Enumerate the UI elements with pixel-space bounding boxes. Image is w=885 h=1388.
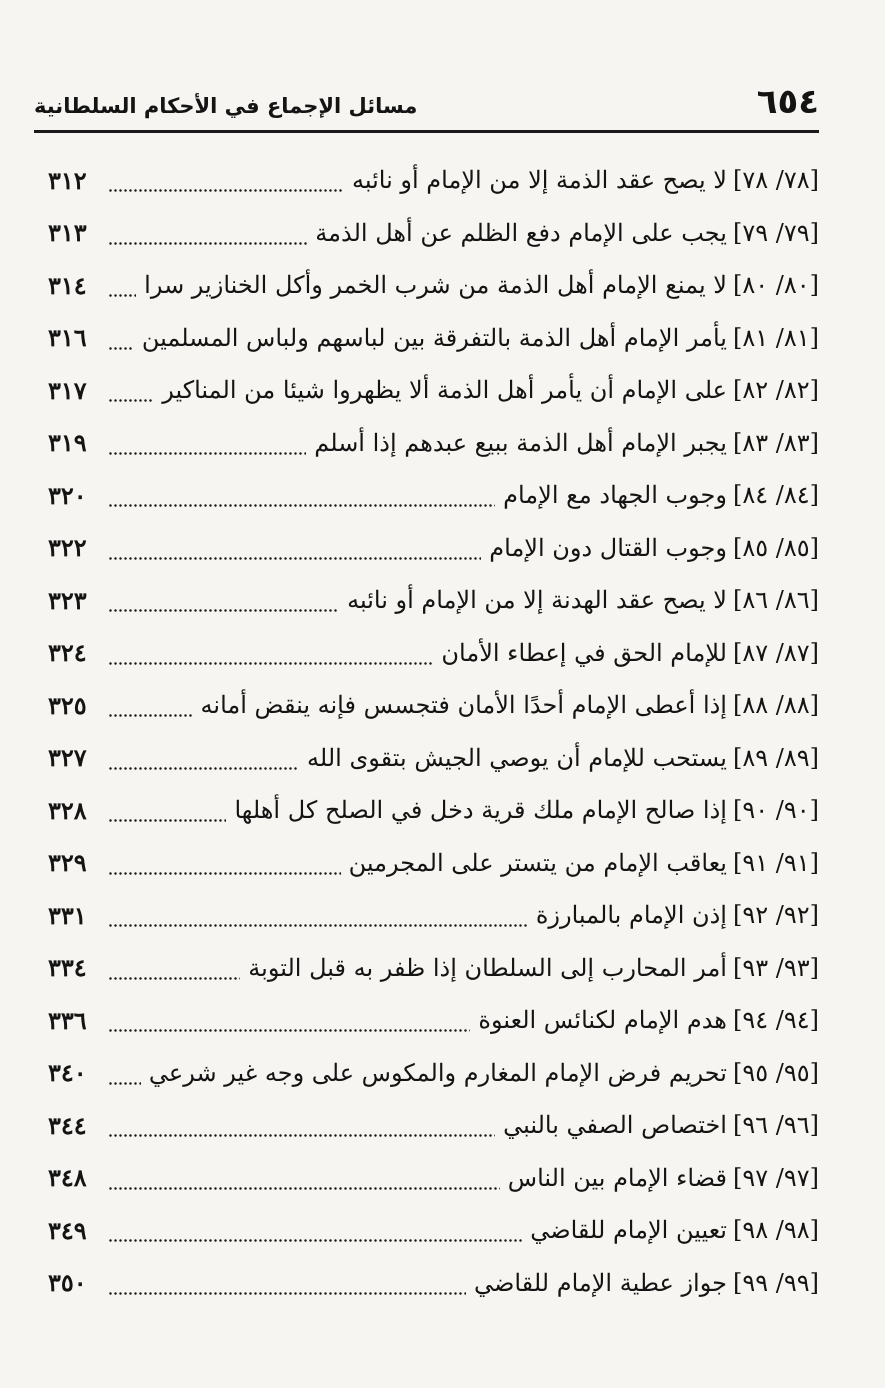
- toc-entry-number: [٩٣/ ٩٣]: [732, 953, 819, 982]
- toc-entry-title: يعاقب الإمام من يتستر على المجرمين: [348, 848, 727, 877]
- toc-entry: [48, 1099, 819, 1152]
- toc-entry-number: [٩٥/ ٩٥]: [732, 1058, 819, 1087]
- dot-leader: [108, 220, 307, 246]
- toc-entry-page: ٣٣٦: [48, 1005, 87, 1035]
- dot-leader: [108, 692, 193, 718]
- dot-leader: [108, 1270, 466, 1296]
- toc-entry-page: ٣٣١: [48, 900, 87, 930]
- toc-entry-number: [٨٢/ ٨٢]: [732, 376, 819, 405]
- toc-entry-title: أمر المحارب إلى السلطان إذا ظفر به قبل التوبة: [248, 953, 727, 982]
- toc-entry: [48, 154, 819, 207]
- toc-entry-number: [٨٩/ ٨٩]: [732, 743, 819, 772]
- toc-entry-number: [٩٩/ ٩٩]: [732, 1268, 819, 1297]
- toc-entry: [48, 627, 819, 680]
- toc-entry-title: تحريم فرض الإمام المغارم والمكوس على وجه غير شرعي: [148, 1058, 727, 1087]
- dot-leader: [108, 850, 341, 876]
- toc-entry-page: ٣٢٢: [48, 533, 87, 563]
- toc-entry-number: [٩٢/ ٩٢]: [732, 901, 819, 930]
- toc-entry-title: يستحب للإمام أن يوصي الجيش بتقوى الله: [307, 743, 727, 772]
- toc-entry-page: ٣١٤: [48, 270, 87, 300]
- table-of-contents: [48, 154, 819, 1309]
- toc-entry-number: [٧٩/ ٧٩]: [732, 218, 819, 247]
- toc-entry-page: ٣٤٨: [48, 1163, 87, 1193]
- toc-entry: [48, 469, 819, 522]
- dot-leader: [108, 1007, 470, 1033]
- toc-entry-number: [٨١/ ٨١]: [732, 323, 819, 352]
- page-header: [34, 78, 819, 133]
- toc-entry-number: [٨٧/ ٨٧]: [732, 638, 819, 667]
- toc-entry-title: وجوب القتال دون الإمام: [489, 533, 727, 562]
- dot-leader: [108, 482, 495, 508]
- dot-leader: [108, 955, 240, 981]
- toc-entry-page: ٣٢٨: [48, 795, 87, 825]
- toc-entry: [48, 1047, 819, 1100]
- toc-entry-title: لا يصح عقد الذمة إلا من الإمام أو نائبه: [352, 166, 727, 195]
- book-title: مسائل الإجماع في الأحكام السلطانية: [34, 94, 418, 118]
- toc-entry-title: يجبر الإمام أهل الذمة ببيع عبدهم إذا أسلم: [314, 428, 727, 457]
- toc-entry-number: [٩٤/ ٩٤]: [732, 1006, 819, 1035]
- toc-entry-page: ٣١٢: [48, 165, 87, 195]
- toc-entry: [48, 994, 819, 1047]
- dot-leader: [108, 535, 481, 561]
- toc-entry-page: ٣٢٣: [48, 585, 87, 615]
- toc-entry-title: وجوب الجهاد مع الإمام: [503, 481, 727, 510]
- toc-entry: [48, 732, 819, 785]
- toc-entry-page: ٣٢٥: [48, 690, 87, 720]
- toc-entry-title: لا يصح عقد الهدنة إلا من الإمام أو نائبه: [347, 586, 727, 615]
- toc-entry-page: ٣١٧: [48, 375, 87, 405]
- toc-entry: [48, 522, 819, 575]
- toc-entry-page: ٣٢٤: [48, 638, 87, 668]
- toc-entry-page: ٣٤٩: [48, 1215, 87, 1245]
- toc-entry: [48, 574, 819, 627]
- toc-entry: [48, 259, 819, 312]
- toc-entry: [48, 889, 819, 942]
- toc-entry-title: يجب على الإمام دفع الظلم عن أهل الذمة: [315, 218, 727, 247]
- toc-entry-title: إذا صالح الإمام ملك قرية دخل في الصلح كل أهلها: [234, 796, 727, 825]
- toc-entry-page: ٣١٩: [48, 428, 87, 458]
- toc-entry-number: [٨٦/ ٨٦]: [732, 586, 819, 615]
- toc-entry-title: قضاء الإمام بين الناس: [507, 1163, 727, 1192]
- toc-entry-title: إذا أعطى الإمام أحدًا الأمان فتجسس فإنه ينقض أمانه: [200, 691, 727, 720]
- toc-entry: [48, 364, 819, 417]
- toc-entry: [48, 207, 819, 260]
- toc-entry: [48, 784, 819, 837]
- toc-entry-page: ٣٤٤: [48, 1110, 87, 1140]
- dot-leader: [108, 902, 528, 928]
- toc-entry-number: [٧٨/ ٧٨]: [732, 166, 819, 195]
- toc-entry-title: يأمر الإمام أهل الذمة بالتفرقة بين لباسهم ولباس المسلمين: [141, 323, 727, 352]
- dot-leader: [108, 640, 433, 666]
- toc-entry-title: تعيين الإمام للقاضي: [530, 1216, 727, 1245]
- toc-entry-page: ٣٢٠: [48, 480, 87, 510]
- toc-entry-number: [٨٣/ ٨٣]: [732, 428, 819, 457]
- toc-entry-number: [٨٨/ ٨٨]: [732, 691, 819, 720]
- dot-leader: [108, 167, 344, 193]
- dot-leader: [108, 1217, 522, 1243]
- page-number: ٦٥٤: [756, 82, 819, 122]
- toc-entry-title: هدم الإمام لكنائس العنوة: [478, 1006, 727, 1035]
- toc-entry: [48, 942, 819, 995]
- dot-leader: [108, 797, 226, 823]
- toc-entry-title: للإمام الحق في إعطاء الأمان: [441, 638, 727, 667]
- toc-entry-page: ٣١٦: [48, 323, 87, 353]
- toc-entry-page: ٣٥٠: [48, 1268, 87, 1298]
- toc-entry-page: ٣٤٠: [48, 1058, 87, 1088]
- toc-entry: [48, 1204, 819, 1257]
- toc-entry: [48, 837, 819, 890]
- toc-entry-number: [٨٠/ ٨٠]: [732, 271, 819, 300]
- dot-leader: [108, 272, 136, 298]
- toc-entry-page: ٣٢٧: [48, 743, 87, 773]
- toc-entry-page: ٣٢٩: [48, 848, 87, 878]
- toc-entry-number: [٩٨/ ٩٨]: [732, 1216, 819, 1245]
- dot-leader: [108, 325, 134, 351]
- toc-entry-page: ٣١٣: [48, 218, 87, 248]
- toc-entry-number: [٩١/ ٩١]: [732, 848, 819, 877]
- dot-leader: [108, 1112, 495, 1138]
- toc-entry-number: [٩٦/ ٩٦]: [732, 1111, 819, 1140]
- toc-entry-number: [٨٥/ ٨٥]: [732, 533, 819, 562]
- toc-entry-number: [٨٤/ ٨٤]: [732, 481, 819, 510]
- toc-entry: [48, 679, 819, 732]
- toc-entry-number: [٩٧/ ٩٧]: [732, 1163, 819, 1192]
- toc-entry-title: اختصاص الصفي بالنبي: [503, 1111, 727, 1140]
- dot-leader: [108, 430, 306, 456]
- toc-entry: [48, 417, 819, 470]
- toc-entry-title: لا يمنع الإمام أهل الذمة من شرب الخمر وأكل الخنازير سرا: [144, 271, 727, 300]
- toc-entry-title: على الإمام أن يأمر أهل الذمة ألا يظهروا شيئا من المناكير: [162, 376, 727, 405]
- dot-leader: [108, 587, 339, 613]
- toc-entry: [48, 312, 819, 365]
- toc-entry-number: [٩٠/ ٩٠]: [732, 796, 819, 825]
- dot-leader: [108, 745, 299, 771]
- toc-entry-title: جواز عطية الإمام للقاضي: [473, 1268, 727, 1297]
- toc-entry-page: ٣٣٤: [48, 953, 87, 983]
- toc-entry: [48, 1152, 819, 1205]
- dot-leader: [108, 377, 154, 403]
- dot-leader: [108, 1165, 500, 1191]
- toc-entry: [48, 1257, 819, 1310]
- toc-entry-title: إذن الإمام بالمبارزة: [535, 901, 727, 930]
- dot-leader: [108, 1060, 141, 1086]
